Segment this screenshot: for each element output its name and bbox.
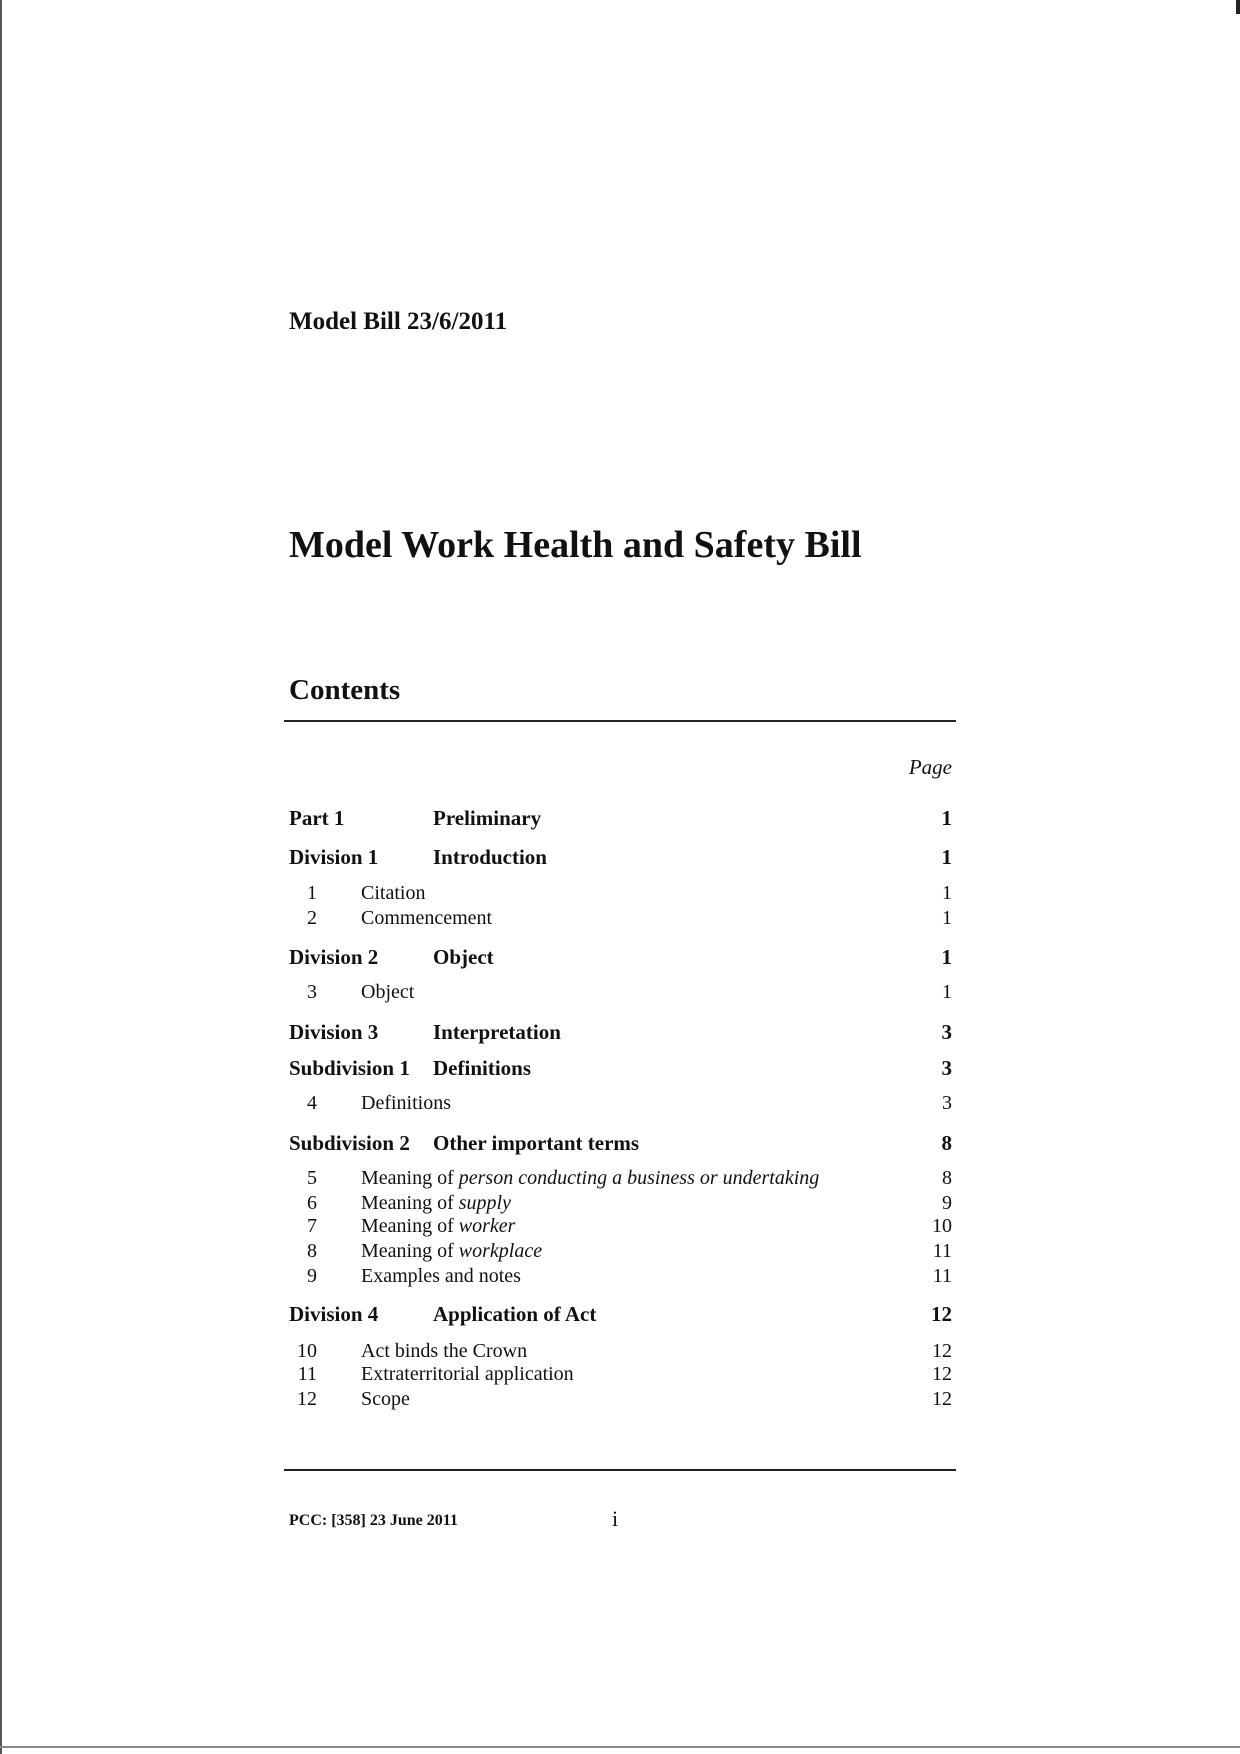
toc-page-number: 3 [941, 1056, 952, 1080]
toc-section-title-text: Act binds the Crown [361, 1340, 528, 1362]
toc-section-number: 1 [307, 882, 317, 904]
toc-section-title [361, 1092, 451, 1115]
toc-section-title-text: Meaning of [361, 1240, 459, 1262]
toc-section-title [361, 882, 425, 905]
toc-page-number: 12 [932, 1340, 952, 1362]
page-column-label: Page [908, 755, 952, 779]
toc-heading-label: Division 2 [289, 945, 379, 969]
toc-section-title [361, 1240, 542, 1263]
toc-section-title [361, 1340, 527, 1363]
toc-section-number: 8 [307, 1240, 317, 1262]
toc-section-title-text: Examples and notes [361, 1265, 521, 1287]
toc-section-title [361, 1363, 574, 1386]
toc-heading-name: Other important terms [433, 1131, 640, 1155]
toc-page-number: 8 [942, 1167, 952, 1189]
toc-section-number: 9 [307, 1265, 317, 1287]
bill-identifier: Model Bill 23/6/2011 [289, 308, 508, 335]
toc-heading-label: Division 3 [289, 1020, 379, 1044]
toc-section-number: 6 [307, 1192, 317, 1214]
toc-page-number: 1 [942, 981, 952, 1003]
toc-section-title-text: Scope [361, 1388, 410, 1410]
toc-section-title-text: Extraterritorial application [361, 1363, 574, 1385]
page-corner-mark [1236, 0, 1240, 14]
toc-page-number: 1 [942, 882, 952, 904]
toc-section-number: 10 [297, 1340, 317, 1362]
toc-page-number: 12 [932, 1363, 952, 1385]
footer-rule [284, 1469, 956, 1471]
toc-page-number: 12 [932, 1388, 952, 1410]
toc-page-number: 1 [941, 806, 952, 830]
toc-section-number: 2 [307, 907, 317, 929]
toc-page-number: 1 [941, 845, 952, 869]
toc-section-number: 3 [307, 981, 317, 1003]
toc-heading-label: Division 1 [289, 845, 379, 869]
footer-page-number: i [612, 1506, 619, 1531]
toc-section-number: 4 [307, 1092, 317, 1114]
toc-section-title-text: Meaning of [361, 1167, 459, 1189]
toc-heading-label: Part 1 [289, 806, 345, 830]
toc-defined-term: supply [458, 1192, 511, 1214]
toc-heading-name: Definitions [433, 1056, 532, 1080]
toc-section-title [361, 1388, 410, 1411]
toc-heading-name: Preliminary [433, 806, 542, 830]
toc-heading-label: Subdivision 1 [289, 1056, 410, 1080]
toc-section-number: 12 [297, 1388, 317, 1410]
toc-heading-name: Interpretation [433, 1020, 561, 1044]
toc-page-number: 3 [941, 1020, 952, 1044]
toc-heading-name: Object [433, 945, 494, 969]
toc-heading-name: Application of Act [433, 1302, 597, 1326]
toc-section-number: 11 [297, 1363, 317, 1385]
toc-section-title [361, 1265, 521, 1288]
toc-page-number: 10 [932, 1215, 952, 1237]
table-of-contents [289, 0, 952, 1754]
toc-defined-term: worker [458, 1215, 516, 1237]
toc-heading-label: Subdivision 2 [289, 1131, 410, 1155]
toc-heading-name: Introduction [433, 845, 547, 869]
toc-page-number: 11 [932, 1265, 952, 1287]
toc-defined-term: workplace [458, 1240, 543, 1262]
toc-page-number: 11 [932, 1240, 952, 1262]
toc-section-title-text: Meaning of [361, 1215, 459, 1237]
toc-section-title [361, 907, 492, 930]
toc-section-title [361, 1192, 511, 1215]
footer-reference: PCC: [358] 23 June 2011 [289, 1512, 458, 1529]
page-border-left [0, 0, 2, 1754]
toc-page-number: 8 [941, 1131, 952, 1155]
toc-section-title [361, 981, 414, 1004]
toc-section-number: 7 [307, 1215, 317, 1237]
toc-section-title-text: Definitions [361, 1092, 451, 1114]
toc-section-title-text: Meaning of [361, 1192, 459, 1214]
toc-section-title-text: Commencement [361, 907, 493, 929]
document-title: Model Work Health and Safety Bill [289, 524, 862, 566]
toc-page-number: 1 [942, 907, 952, 929]
toc-defined-term: person conducting a business or undertaking [458, 1167, 820, 1189]
toc-section-number: 5 [307, 1167, 317, 1189]
toc-page-number: 3 [942, 1092, 952, 1114]
toc-heading-label: Division 4 [289, 1302, 379, 1326]
toc-section-title [361, 1215, 515, 1238]
contents-heading: Contents [289, 674, 401, 706]
toc-page-number: 9 [942, 1192, 952, 1214]
toc-page-number: 1 [941, 945, 952, 969]
toc-section-title-text: Object [361, 981, 415, 1003]
toc-section-title-text: Citation [361, 882, 426, 904]
toc-page-number: 12 [931, 1302, 952, 1326]
toc-section-title [361, 1167, 819, 1190]
